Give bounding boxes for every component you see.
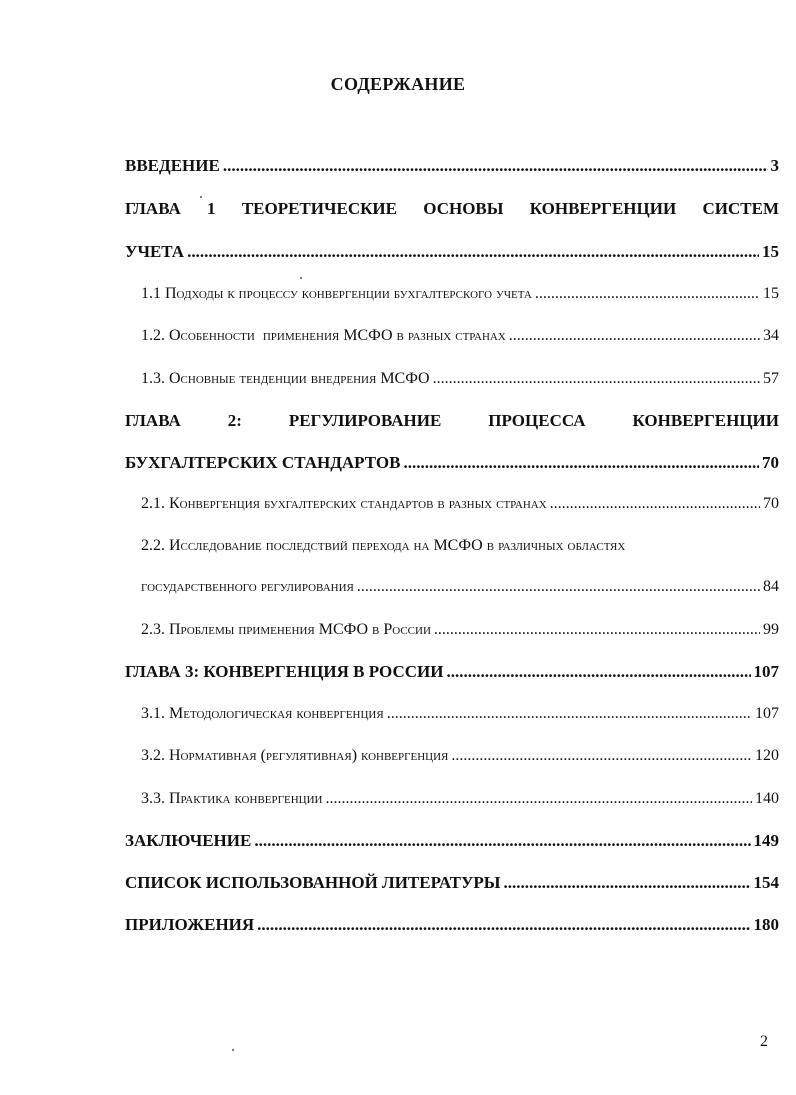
page-number: 2 <box>760 1033 768 1050</box>
page-title: СОДЕРЖАНИЕ <box>330 74 466 94</box>
toc-label: 2.1. Конвергенция бухгалтерских стандартов в разных странах <box>141 495 547 512</box>
toc-word: ПРОЦЕССА <box>488 411 586 430</box>
toc-word: КОНВЕРГЕНЦИИ <box>632 411 779 430</box>
toc-page-number: 84 <box>763 578 779 595</box>
toc-entry-2-1[interactable] <box>141 495 779 521</box>
toc-page-number: 107 <box>755 705 779 722</box>
dot-leader <box>254 831 750 851</box>
toc-entry-appendices[interactable] <box>125 915 779 941</box>
toc-entry-chapter-1-line1[interactable] <box>125 199 779 225</box>
dot-leader <box>509 327 760 345</box>
toc-label: 2.3. Проблемы применения МСФО в России <box>141 621 431 638</box>
toc-entry-chapter-1-line2[interactable] <box>125 242 779 268</box>
toc-entry-chapter-2-line2[interactable] <box>125 453 779 479</box>
toc-word: ОСНОВЫ <box>423 199 504 218</box>
toc-page-number: 154 <box>753 873 779 892</box>
dot-leader <box>403 453 759 473</box>
toc-page-number: 15 <box>762 242 779 261</box>
toc-entry-3-3[interactable] <box>141 790 779 816</box>
toc-entry-chapter-2-line1[interactable] <box>125 411 779 437</box>
toc-label: 2.2. Исследование последствий перехода на МСФО в различных областях <box>141 537 626 554</box>
toc-word: ГЛАВА <box>125 411 181 430</box>
toc-label: СПИСОК ИСПОЛЬЗОВАННОЙ ЛИТЕРАТУРЫ <box>125 873 501 892</box>
toc-label: 1.3. Основные тенденции внедрения МСФО <box>141 370 430 387</box>
dot-leader <box>387 705 752 723</box>
toc-word: РЕГУЛИРОВАНИЕ <box>288 411 442 430</box>
dot-leader <box>433 370 760 388</box>
toc-label: государственного регулирования <box>141 578 354 595</box>
toc-word: 2: <box>227 411 242 430</box>
toc-label: 3.2. Нормативная (регулятивная) конвергенция <box>141 747 449 764</box>
toc-label: ВВЕДЕНИЕ <box>125 156 220 175</box>
toc-label: 3.1. Методологическая конвергенция <box>141 705 384 722</box>
toc-entry-1-1[interactable] <box>141 285 779 311</box>
toc-label: БУХГАЛТЕРСКИХ СТАНДАРТОВ <box>125 453 401 472</box>
toc-page-number: 107 <box>753 662 779 681</box>
toc-word: СИСТЕМ <box>702 199 779 218</box>
dot-leader <box>504 873 751 893</box>
dot-leader <box>357 578 760 596</box>
dot-leader <box>325 790 752 808</box>
toc-page-number: 140 <box>755 790 779 807</box>
toc-page-number: 180 <box>753 915 779 934</box>
toc-page-number: 34 <box>763 327 779 344</box>
toc-entry-references[interactable] <box>125 873 779 899</box>
toc-entry-conclusion[interactable] <box>125 831 779 857</box>
toc-word: 1 <box>207 199 216 218</box>
toc-entry-3-2[interactable] <box>141 747 779 773</box>
scan-speck <box>200 196 202 198</box>
dot-leader <box>446 662 750 682</box>
toc-entry-2-2-line1[interactable] <box>141 537 779 563</box>
dot-leader <box>451 747 752 765</box>
toc-page-number: 57 <box>763 370 779 387</box>
toc-page-number: 99 <box>763 621 779 638</box>
toc-label: 1.2. Особенности применения МСФО в разных странах <box>141 327 506 344</box>
dot-leader <box>257 915 750 935</box>
toc-entry-2-2-line2[interactable] <box>141 578 779 604</box>
toc-page-number: 70 <box>763 495 779 512</box>
toc-entry-1-3[interactable] <box>141 370 779 396</box>
toc-entry-chapter-3[interactable] <box>125 662 779 688</box>
toc-entry-2-3[interactable] <box>141 621 779 647</box>
dot-leader <box>535 285 760 303</box>
toc-word: ГЛАВА <box>125 199 181 218</box>
toc-label: УЧЕТА <box>125 242 185 261</box>
toc-word: ТЕОРЕТИЧЕСКИЕ <box>241 199 397 218</box>
toc-label: 3.3. Практика конвергенции <box>141 790 323 807</box>
dot-leader <box>187 242 759 262</box>
dot-leader <box>434 621 760 639</box>
toc-page-number: 3 <box>770 156 779 175</box>
dot-leader <box>550 495 760 513</box>
toc-page-number: 15 <box>763 285 779 302</box>
toc-entry-introduction[interactable] <box>125 156 779 182</box>
toc-label: ГЛАВА 3: КОНВЕРГЕНЦИЯ В РОССИИ <box>125 662 444 681</box>
toc-entry-1-2[interactable] <box>141 327 779 353</box>
toc-entry-3-1[interactable] <box>141 705 779 731</box>
scan-speck <box>300 277 302 279</box>
toc-page-number: 70 <box>762 453 779 472</box>
toc-label: ЗАКЛЮЧЕНИЕ <box>125 831 252 850</box>
toc-label: ПРИЛОЖЕНИЯ <box>125 915 255 934</box>
toc-page-number: 120 <box>755 747 779 764</box>
toc-word: КОНВЕРГЕНЦИИ <box>529 199 677 218</box>
dot-leader <box>223 156 768 176</box>
scan-speck <box>232 1049 234 1051</box>
toc-label: 1.1 Подходы к процессу конвергенции бухгалтерского учета <box>141 285 532 302</box>
toc-page-number: 149 <box>753 831 779 850</box>
